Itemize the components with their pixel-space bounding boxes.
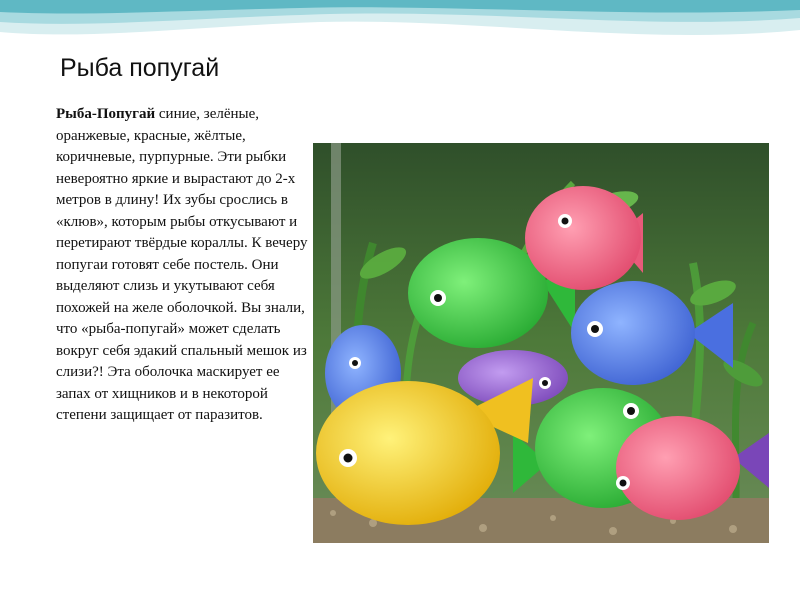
aquarium-illustration [313, 143, 769, 543]
body-paragraph [56, 104, 312, 427]
body-text: синие, зелёные, оранжевые, красные, жёлтые, коричневые, пурпурные. Эти рыбки невероятно яркие и вырастают до 2-х метров в длину! Их зубы срослись в «клюв», которым рыбы откусывают и перетирают твёрдые кораллы. К вечеру попугаи готовят себе постель. Они выделяют слизь и укутывают себя похожей на желе оболочкой. Вы знали, что «рыба-попугай» может сделать вокруг себя эдакий спальный мешок из слизи?! Эта оболочка маскирует ее запах от хищников и в некоторой степени защищает от паразитов. [56, 106, 308, 423]
header-wave-decoration [0, 0, 800, 60]
parrot-fish-photo [313, 143, 769, 543]
body-lead: Рыба-Попугай [56, 106, 156, 122]
slide-title: Рыба попугай [60, 54, 220, 82]
